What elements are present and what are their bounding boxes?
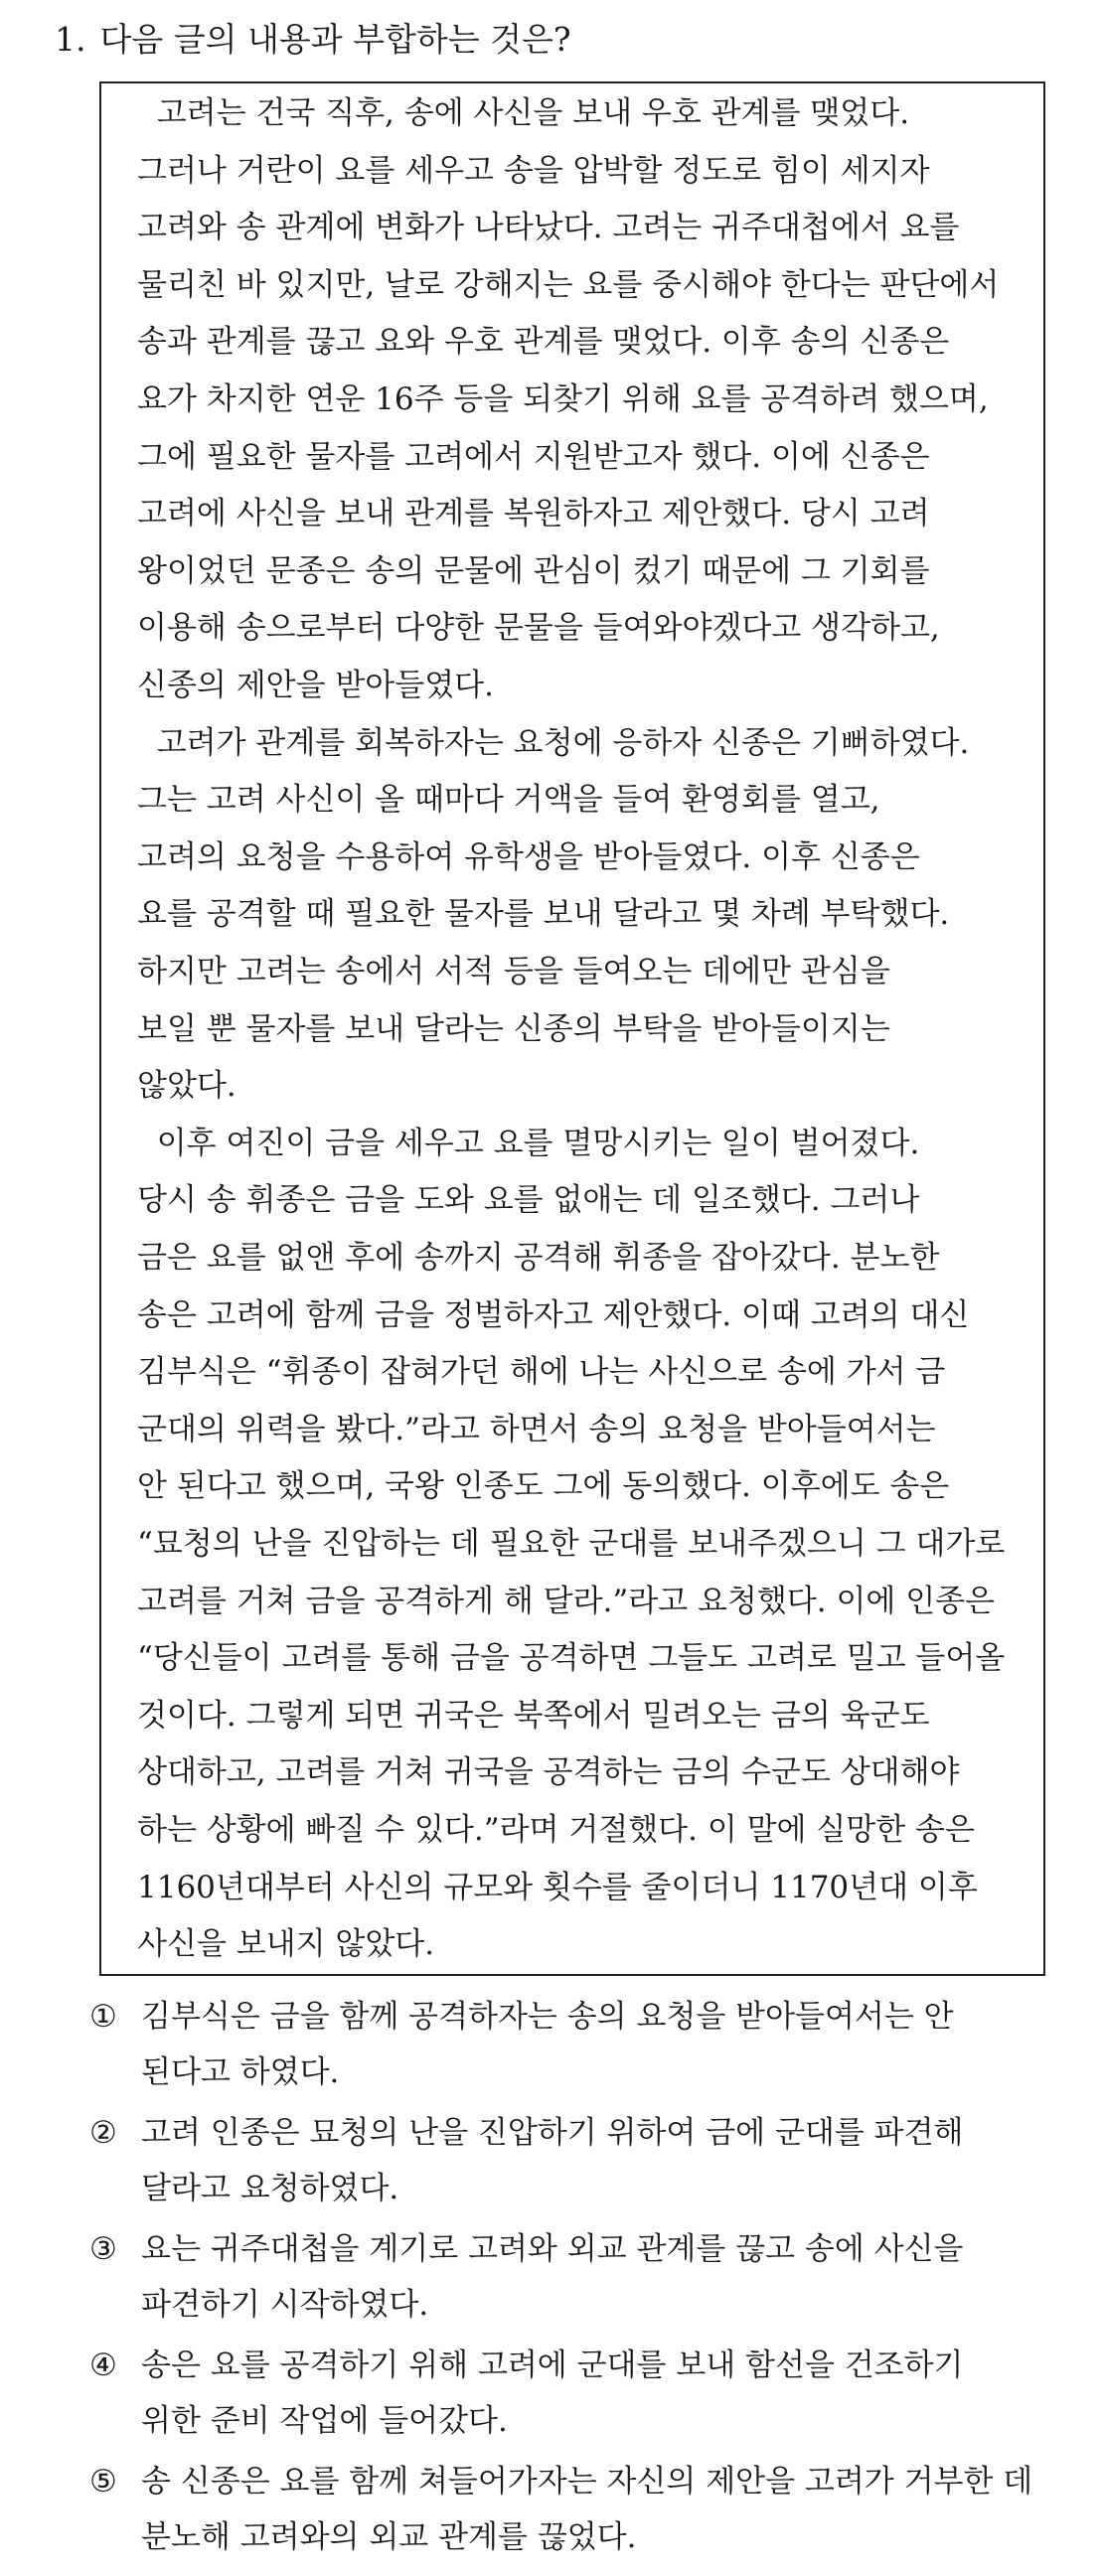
passage-line: 그러나 거란이 요를 세우고 송을 압박할 정도로 힘이 세지자: [137, 152, 930, 189]
passage-line: 물리친 바 있지만, 날로 강해지는 요를 중시해야 한다는 판단에서: [137, 266, 1000, 303]
passage-line: 그는 고려 사신이 올 때마다 거액을 들여 환영회를 열고,: [137, 782, 880, 819]
passage-line: 하지만 고려는 송에서 서적 등을 들여오는 데에만 관심을: [137, 954, 890, 989]
passage-line: 이용해 송으로부터 다양한 문물을 들여와야겠다고 생각하고,: [137, 610, 940, 647]
passage-line: 고려를 거쳐 금을 공격하게 해 달라.”라고 요청했다. 이에 인종은: [137, 1583, 996, 1619]
passage-line: 요가 차지한 연운 16주 등을 되찾기 위해 요를 공격하려 했으며,: [137, 381, 989, 417]
passage-line: 왕이었던 문종은 송의 문물에 관심이 컸기 때문에 그 기회를: [137, 552, 930, 589]
choice-text-continued: 분노해 고려와의 외교 관계를 끊었다.: [141, 2519, 637, 2555]
choice-number: ⑤: [89, 2464, 117, 2500]
question-header: [55, 18, 571, 62]
passage-line: 고려가 관계를 회복하자는 요청에 응하자 신종은 기뻐하였다.: [137, 724, 970, 761]
passage-line: “묘청의 난을 진압하는 데 필요한 군대를 보내주겠으니 그 대가로: [137, 1526, 1006, 1562]
passage-line: 하는 상황에 빠질 수 있다.”라며 거절했다. 이 말에 실망한 송은: [137, 1812, 975, 1848]
answer-choice-2[interactable]: [89, 2113, 963, 2153]
passage-line: 고려는 건국 직후, 송에 사신을 보내 우호 관계를 맺었다.: [137, 95, 910, 131]
passage-line: 1160년대부터 사신의 규모와 횟수를 줄이더니 1170년대 이후: [137, 1869, 978, 1905]
choice-text: 요는 귀주대첩을 계기로 고려와 외교 관계를 끊고 송에 사신을: [141, 2231, 964, 2267]
choice-text: 송은 요를 공격하기 위해 고려에 군대를 보내 함선을 건조하기: [141, 2348, 964, 2383]
answer-choice-4[interactable]: [89, 2346, 963, 2385]
answer-choice-1[interactable]: [89, 1997, 954, 2037]
question-number: 1.: [55, 20, 86, 59]
passage-line: 보일 뿐 물자를 보내 달라는 신종의 부탁을 받아들이지는: [137, 1010, 890, 1047]
choice-number: ②: [89, 2115, 117, 2151]
choice-number: ④: [89, 2348, 117, 2383]
passage-line: 그에 필요한 물자를 고려에서 지원받고자 했다. 이에 신종은: [137, 438, 930, 475]
choice-text-continued: 파견하기 시작하였다.: [141, 2287, 429, 2323]
passage-line: 고려와 송 관계에 변화가 나타났다. 고려는 귀주대첩에서 요를: [137, 210, 960, 246]
passage-line: 신종의 제안을 받아들였다.: [137, 668, 494, 703]
passage-line: 금은 요를 없앤 후에 송까지 공격해 휘종을 잡아갔다. 분노한: [137, 1240, 940, 1276]
answer-choice-5[interactable]: [89, 2462, 1032, 2501]
choice-text-continued: 된다고 하였다.: [141, 2054, 340, 2090]
passage-line: 고려에 사신을 보내 관계를 복원하자고 제안했다. 당시 고려: [137, 496, 930, 532]
passage-line: 송과 관계를 끊고 요와 우호 관계를 맺었다. 이후 송의 신종은: [137, 324, 950, 361]
passage-line: 것이다. 그렇게 되면 귀국은 북쪽에서 밀려오는 금의 육군도: [137, 1697, 930, 1734]
passage-line: 요를 공격할 때 필요한 물자를 보내 달라고 몇 차례 부탁했다.: [137, 896, 950, 933]
choice-text-continued: 달라고 요청하였다.: [141, 2171, 399, 2206]
passage-line: 상대하고, 고려를 거쳐 귀국을 공격하는 금의 수군도 상대해야: [137, 1754, 960, 1791]
passage-line: 당시 송 휘종은 금을 도와 요를 없애는 데 일조했다. 그러나: [137, 1182, 920, 1219]
choice-number: ①: [89, 1999, 117, 2035]
passage-line: 안 된다고 했으며, 국왕 인종도 그에 동의했다. 이후에도 송은: [137, 1468, 950, 1505]
passage-line: 송은 고려에 함께 금을 정벌하자고 제안했다. 이때 고려의 대신: [137, 1296, 970, 1333]
choice-text-continued: 위한 준비 작업에 들어갔다.: [141, 2403, 508, 2439]
question-prompt: 다음 글의 내용과 부합하는 것은?: [99, 20, 571, 59]
passage-line: 이후 여진이 금을 세우고 요를 멸망시키는 일이 벌어졌다.: [137, 1125, 920, 1161]
passage-box: [99, 81, 1045, 1976]
passage-line: 김부식은 “휘종이 잡혀가던 해에 나는 사신으로 송에 가서 금: [137, 1354, 946, 1391]
choice-text: 고려 인종은 묘청의 난을 진압하기 위하여 금에 군대를 파견해: [141, 2115, 964, 2151]
choice-number: ③: [89, 2231, 117, 2267]
passage-line: 군대의 위력을 봤다.”라고 하면서 송의 요청을 받아들여서는: [137, 1411, 936, 1447]
answer-choice-3[interactable]: [89, 2229, 963, 2269]
choice-text: 송 신종은 요를 함께 쳐들어가자는 자신의 제안을 고려가 거부한 데: [141, 2464, 1033, 2500]
passage-line: 사신을 보내지 않았다.: [137, 1926, 435, 1963]
passage-line: 고려의 요청을 수용하여 유학생을 받아들였다. 이후 신종은: [137, 838, 920, 875]
passage-line: 않았다.: [137, 1068, 236, 1105]
choice-text: 김부식은 금을 함께 공격하자는 송의 요청을 받아들여서는 안: [141, 1999, 954, 2035]
passage-line: “당신들이 고려를 통해 금을 공격하면 그들도 고려로 밀고 들어올: [137, 1640, 1006, 1677]
